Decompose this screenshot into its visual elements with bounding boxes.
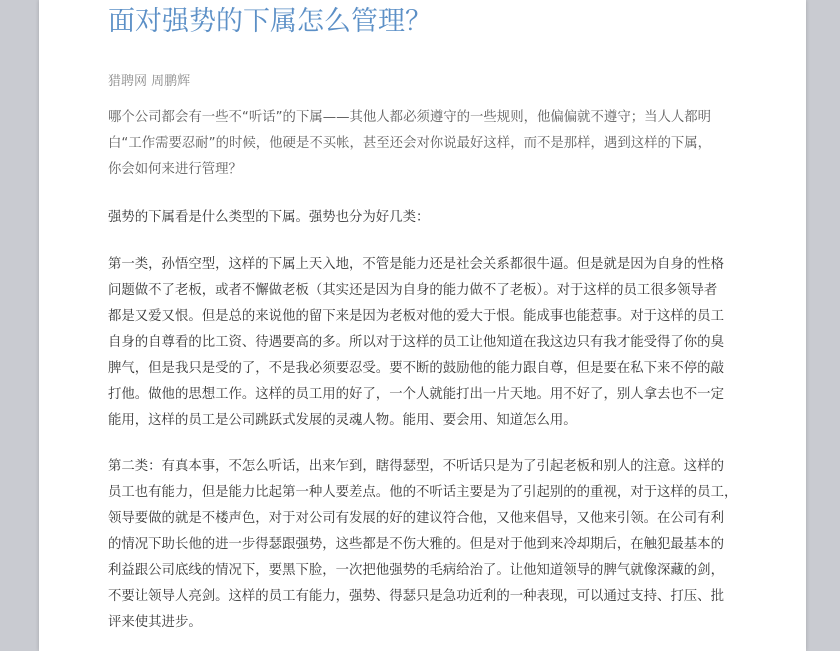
type1-paragraph <box>108 252 748 434</box>
intro-line: 你会如何来进行管理？ <box>108 162 242 177</box>
type2-line: 第二类：有真本事，不怎么听话，出来乍到，瞎得瑟型，不听话只是为了引起老板和别人的注意。这样的 <box>108 459 724 474</box>
type2-line: 不要让领导人亮剑。这样的员工有能力，强势、得瑟只是急功近利的一种表现，可以通过支持、打压、批 <box>108 589 724 604</box>
question-paragraph <box>108 205 748 231</box>
type1-line: 问题做不了老板，或者不懈做老板（其实还是因为自身的能力做不了老板）。对于这样的员工很多领导者 <box>108 283 718 298</box>
type2-line: 利益跟公司底线的情况下，要黑下脸，一次把他强势的毛病给治了。让他知道领导的脾气就像深藏的剑， <box>108 563 724 578</box>
question-line: 强势的下属看是什么类型的下属。强势也分为好几类： <box>108 210 430 225</box>
intro-line: 白“工作需要忍耐”的时候，他硬是不买帐，甚至还会对你说最好这样，而不是那样，遇到这样的下属， <box>108 136 712 151</box>
intro-line: 哪个公司都会有一些不“听话”的下属——其他人都必须遵守的一些规则，他偏偏就不遵守；当人人都明 <box>108 110 712 125</box>
article-title: 面对强势的下属怎么管理？ <box>108 6 432 37</box>
type1-line: 打他。做他的思想工作。这样的员工用的好了，一个人就能打出一片天地。用不好了，别人拿去也不一定 <box>108 387 724 402</box>
type2-line: 评来使其进步。 <box>108 615 202 630</box>
type2-line: 的情况下助长他的进一步得瑟跟强势，这些都是不伤大雅的。但是对于他到来冷却期后，在触犯最基本的 <box>108 537 724 552</box>
type2-line: 领导要做的就是不楼声色，对于对公司有发展的好的建议符合他，又他来倡导，又他来引领。在公司有利 <box>108 511 724 526</box>
type2-line: 员工也有能力，但是能力比起第一种人要差点。他的不听话主要是为了引起别的的重视，对于这样的员工， <box>108 485 738 500</box>
article-byline: 猎聘网 周鹏辉 <box>108 74 191 89</box>
type2-paragraph <box>108 454 748 636</box>
type1-line: 都是又爱又恨。但是总的来说他的留下来是因为老板对他的爱大于恨。能成事也能惹事。对于这样的员工 <box>108 309 724 324</box>
type1-line: 第一类，孙悟空型，这样的下属上天入地，不管是能力还是社会关系都很牛逼。但是就是因为自身的性格 <box>108 257 724 272</box>
type1-line: 脾气，但是我只是受的了，不是我必须要忍受。要不断的鼓励他的能力跟自尊，但是要在私下来不停的敲 <box>108 361 724 376</box>
type1-line: 自身的自尊看的比工资、待遇要高的多。所以对于这样的员工让他知道在我这边只有我才能受得了你的臭 <box>108 335 724 350</box>
type1-line: 能用，这样的员工是公司跳跃式发展的灵魂人物。能用、要会用、知道怎么用。 <box>108 413 577 428</box>
intro-paragraph <box>108 105 748 183</box>
document-page <box>39 0 806 651</box>
